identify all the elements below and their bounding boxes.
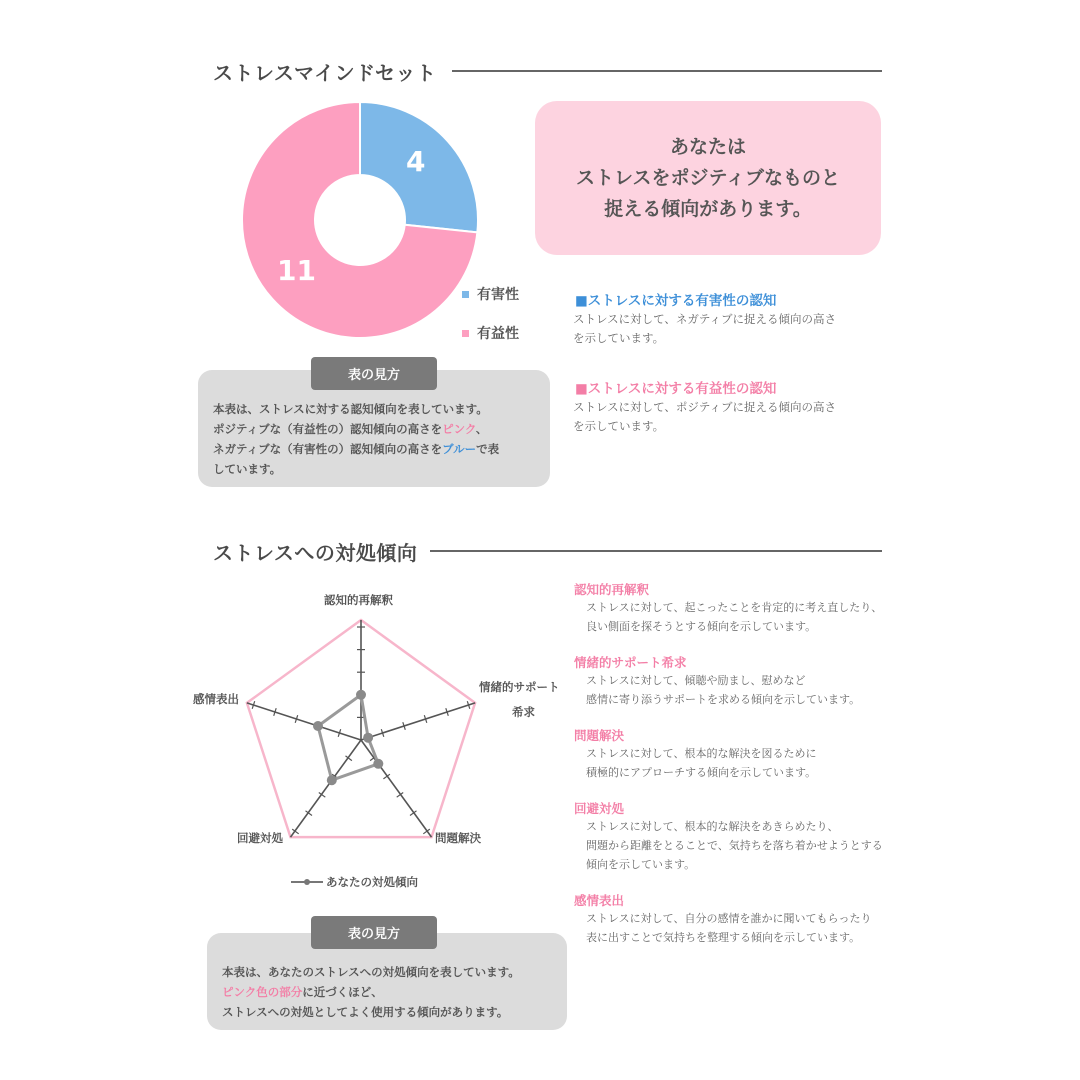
legend-label: あなたの対処傾向 [326,875,418,889]
coping-def-title: 問題解決 [574,728,625,743]
radar-label-emotional-expression: 感情表出 [193,692,239,706]
coping-def-text: ストレスに対して、傾聴や励まし、慰めなど [586,674,806,687]
radar-label-emotional-support-1: 情緒的サポート [479,680,560,694]
how-to-read-text-coping [222,962,520,1022]
note-line [213,439,499,459]
definition-text: ストレスに対して、ポジティブに捉える傾向の高さ [573,400,837,414]
note-line: 本表は、あなたのストレスへの対処傾向を表しています。 [222,965,520,979]
result-callout [535,101,881,255]
coping-def-text: 傾向を示しています。 [586,858,696,871]
legend-label: 有益性 [477,326,519,342]
legend-harmful [462,284,519,304]
how-to-read-tab-coping: 表の見方 [311,916,437,949]
callout-line: 捉える傾向があります。 [604,197,812,220]
section-title-mindset: ストレスマインドセット [213,61,437,85]
coping-def-text: ストレスに対して、根本的な解決を図るために [586,747,817,760]
coping-def-emotional-support [574,653,883,709]
note-fragment: で表 [476,442,500,456]
section-divider [430,550,882,552]
radar-label-emotional-support-2: 希求 [512,705,535,719]
callout-line: あなたは [669,135,746,158]
note-line: 本表は、ストレスに対する認知傾向を表しています。 [213,402,488,416]
donut-value-harmful: 4 [406,145,426,178]
definition-text: を示しています。 [573,419,665,433]
legend-beneficial [462,323,519,343]
coping-def-text: ストレスに対して、自分の感情を誰かに聞いてもらったり [586,912,872,925]
legend-line-dot-icon [291,878,323,886]
definition-harmful [575,289,836,348]
coping-def-avoidance [574,799,883,874]
coping-def-cognitive-reappraisal [574,580,883,636]
coping-def-emotional-expression [574,891,883,947]
note-fragment: ポジティブな（有益性の）認知傾向の高さを [213,422,443,436]
coping-def-text: ストレスに対して、起こったことを肯定的に考え直したり、 [586,601,883,614]
legend-swatch-blue [462,291,469,298]
radar-label-cognitive-reappraisal: 認知的再解釈 [324,593,393,607]
coping-def-title: 回避対処 [574,801,625,816]
definition-text: ストレスに対して、ネガティブに捉える傾向の高さ [573,312,837,326]
note-line [222,982,520,1002]
coping-def-text: 積極的にアプローチする傾向を示しています。 [586,766,817,779]
note-highlight-pink: ピンク色の部分 [222,985,303,999]
coping-def-title: 情緒的サポート希求 [574,655,687,670]
coping-definitions [574,580,883,947]
note-highlight-pink: ピンク [442,422,476,436]
donut-value-beneficial: 11 [277,254,316,287]
radar-legend [291,874,418,890]
how-to-read-tab: 表の見方 [311,357,437,390]
how-to-read-text [213,399,499,479]
definition-title: ■ストレスに対する有益性の認知 [575,381,777,397]
coping-def-problem-solving [574,726,883,782]
section-divider [452,70,882,72]
note-fragment: に近づくほど、 [302,985,383,999]
coping-def-text: 問題から距離をとることで、気持ちを落ち着かせようとする [586,839,883,852]
note-line: ストレスへの対処としてよく使用する傾向があります。 [222,1005,509,1019]
callout-line: ストレスをポジティブなものと [576,166,840,189]
note-fragment: ネガティブな（有害性の）認知傾向の高さを [213,442,443,456]
note-fragment: 、 [475,422,488,436]
note-highlight-blue: ブルー [442,442,477,456]
definition-text: を示しています。 [573,331,665,345]
legend-label: 有害性 [477,287,519,303]
coping-def-text: 表に出すことで気持ちを整理する傾向を示しています。 [586,931,861,944]
coping-def-title: 感情表出 [574,893,625,908]
coping-def-title: 認知的再解釈 [574,582,650,597]
definition-title: ■ストレスに対する有害性の認知 [575,293,777,309]
coping-def-text: ストレスに対して、根本的な解決をあきらめたり、 [586,820,839,833]
definition-beneficial [575,377,836,436]
note-line: しています。 [213,462,282,476]
note-line [213,419,499,439]
donut-chart [240,100,480,340]
section-title-coping: ストレスへの対処傾向 [213,541,418,565]
radar-label-avoidance: 回避対処 [237,831,283,845]
radar-label-problem-solving: 問題解決 [435,831,481,845]
coping-def-text: 良い側面を探そうとする傾向を示しています。 [586,620,817,633]
coping-def-text: 感情に寄り添うサポートを求める傾向を示しています。 [586,693,861,706]
legend-swatch-pink [462,330,469,337]
